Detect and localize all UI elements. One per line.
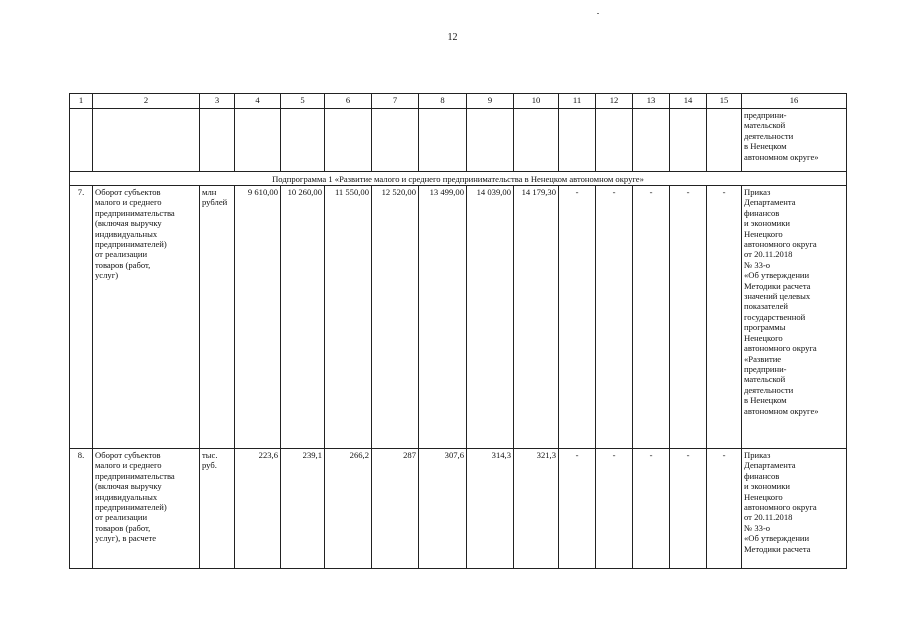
value-cell: - [633,186,670,449]
empty-cell [281,109,325,172]
empty-cell [200,109,235,172]
source-line: «Развитие [744,353,782,364]
value-cell: 239,1 [281,449,325,569]
source-line: предприни- [744,363,787,374]
scan-speck [597,13,599,14]
unit-cell [200,186,235,449]
source-line: показателей [744,301,789,312]
unit-cell [200,449,235,569]
source-line: программы [744,322,786,333]
indicators-table [69,93,847,569]
indicator-line: услуг), в расчете [95,533,157,544]
source-line: финансов [744,207,780,218]
value-cell: - [707,186,742,449]
source-line: Приказ [744,450,771,460]
value-cell: 307,6 [419,449,467,569]
value-cell: 12 520,00 [372,186,419,449]
subprogram-row [70,172,847,186]
source-line: в Ненецком [744,141,787,152]
source-line: № 33-о [744,522,771,533]
column-header-6: 6 [325,94,372,109]
source-line: значений целевых [744,291,811,302]
indicator-line: товаров (работ, [95,522,151,533]
column-header-13: 13 [633,94,670,109]
empty-cell [633,109,670,172]
column-header-2: 2 [93,94,200,109]
source-cell [742,109,847,172]
indicator-line: услуг) [95,270,119,281]
source-cell [742,449,847,569]
value-cell: - [633,449,670,569]
value-cell: 10 260,00 [281,186,325,449]
value-cell: 287 [372,449,419,569]
source-line: Департамента [744,197,796,208]
column-header-5: 5 [281,94,325,109]
source-line: деятельности [744,384,794,395]
page-number: 12 [447,32,458,43]
source-line: Приказ [744,187,771,197]
empty-cell [467,109,514,172]
value-cell: - [670,186,707,449]
source-line: государственной [744,311,806,322]
indicator-line: (включая выручку [95,218,162,229]
value-cell: 9 610,00 [235,186,281,449]
table-row [70,449,847,569]
value-cell: - [596,449,633,569]
value-cell: - [559,186,596,449]
empty-cell [93,109,200,172]
empty-cell [235,109,281,172]
indicator-line: от реализации [95,249,148,260]
indicator-line: малого и среднего [95,197,162,208]
column-header-8: 8 [419,94,467,109]
source-line: и экономики [744,481,791,492]
indicator-line: предпринимателей) [95,239,167,250]
indicator-line: Оборот субъектов [95,450,161,460]
column-header-14: 14 [670,94,707,109]
source-line: финансов [744,470,780,481]
source-line: автономном округе» [744,405,819,416]
value-cell: 314,3 [467,449,514,569]
column-header-12: 12 [596,94,633,109]
source-line: автономного округа [744,343,817,354]
source-line: «Об утверждении [744,533,810,544]
indicator-line: (включая выручку [95,481,162,492]
unit-line: рублей [202,197,228,208]
table-row [70,186,847,449]
empty-cell [559,109,596,172]
indicator-line: Оборот субъектов [95,187,161,197]
value-cell: 11 550,00 [325,186,372,449]
source-cell [742,186,847,449]
column-header-9: 9 [467,94,514,109]
value-cell: 223,6 [235,449,281,569]
row-number: 7. [70,186,93,449]
column-header-7: 7 [372,94,419,109]
source-line: автономного округа [744,239,817,250]
indicator-line: малого и среднего [95,460,162,471]
value-cell: - [670,449,707,569]
column-header-1: 1 [70,94,93,109]
empty-cell [596,109,633,172]
source-line: № 33-о [744,259,771,270]
column-header-11: 11 [559,94,596,109]
source-line: Ненецкого [744,228,783,239]
source-line: Методики расчета [744,280,811,291]
value-cell: - [707,449,742,569]
column-header-10: 10 [514,94,559,109]
indicator-line: индивидуальных [95,228,158,239]
column-header-16: 16 [742,94,847,109]
empty-cell [419,109,467,172]
value-cell: 14 039,00 [467,186,514,449]
source-line: Ненецкого [744,491,783,502]
source-line: деятельности [744,130,794,141]
value-cell: - [596,186,633,449]
source-line: от 20.11.2018 [744,249,793,260]
empty-cell [514,109,559,172]
source-line: и экономики [744,218,791,229]
value-cell: 14 179,30 [514,186,559,449]
source-line: автономного округа [744,502,817,513]
indicator-name [93,186,200,449]
column-header-15: 15 [707,94,742,109]
source-line: Ненецкого [744,332,783,343]
continuation-row [70,109,847,172]
value-cell: - [559,449,596,569]
column-header-4: 4 [235,94,281,109]
empty-cell [70,109,93,172]
column-header-3: 3 [200,94,235,109]
value-cell: 13 499,00 [419,186,467,449]
unit-line: тыс. [202,450,218,460]
source-line: предприни- [744,110,787,120]
indicator-line: индивидуальных [95,491,158,502]
empty-cell [372,109,419,172]
source-line: Департамента [744,460,796,471]
row-number: 8. [70,449,93,569]
value-cell: 266,2 [325,449,372,569]
empty-cell [670,109,707,172]
source-line: автономном округе» [744,151,819,162]
empty-cell [325,109,372,172]
value-cell: 321,3 [514,449,559,569]
subprogram-title: Подпрограмма 1 «Развитие малого и среднего предпринимательства в Ненецком автономном округе» [70,172,847,186]
source-line: в Ненецком [744,395,787,406]
indicator-name [93,449,200,569]
indicator-line: предпринимательства [95,207,175,218]
source-line: Методики расчета [744,543,811,554]
indicator-line: предпринимательства [95,470,175,481]
indicator-line: товаров (работ, [95,259,151,270]
source-line: мательской [744,374,786,385]
indicator-line: предпринимателей) [95,502,167,513]
source-line: мательской [744,120,786,131]
unit-line: руб. [202,460,217,471]
unit-line: млн [202,187,217,197]
source-line: от 20.11.2018 [744,512,793,523]
header-row [70,94,847,109]
source-line: «Об утверждении [744,270,810,281]
empty-cell [707,109,742,172]
indicator-line: от реализации [95,512,148,523]
